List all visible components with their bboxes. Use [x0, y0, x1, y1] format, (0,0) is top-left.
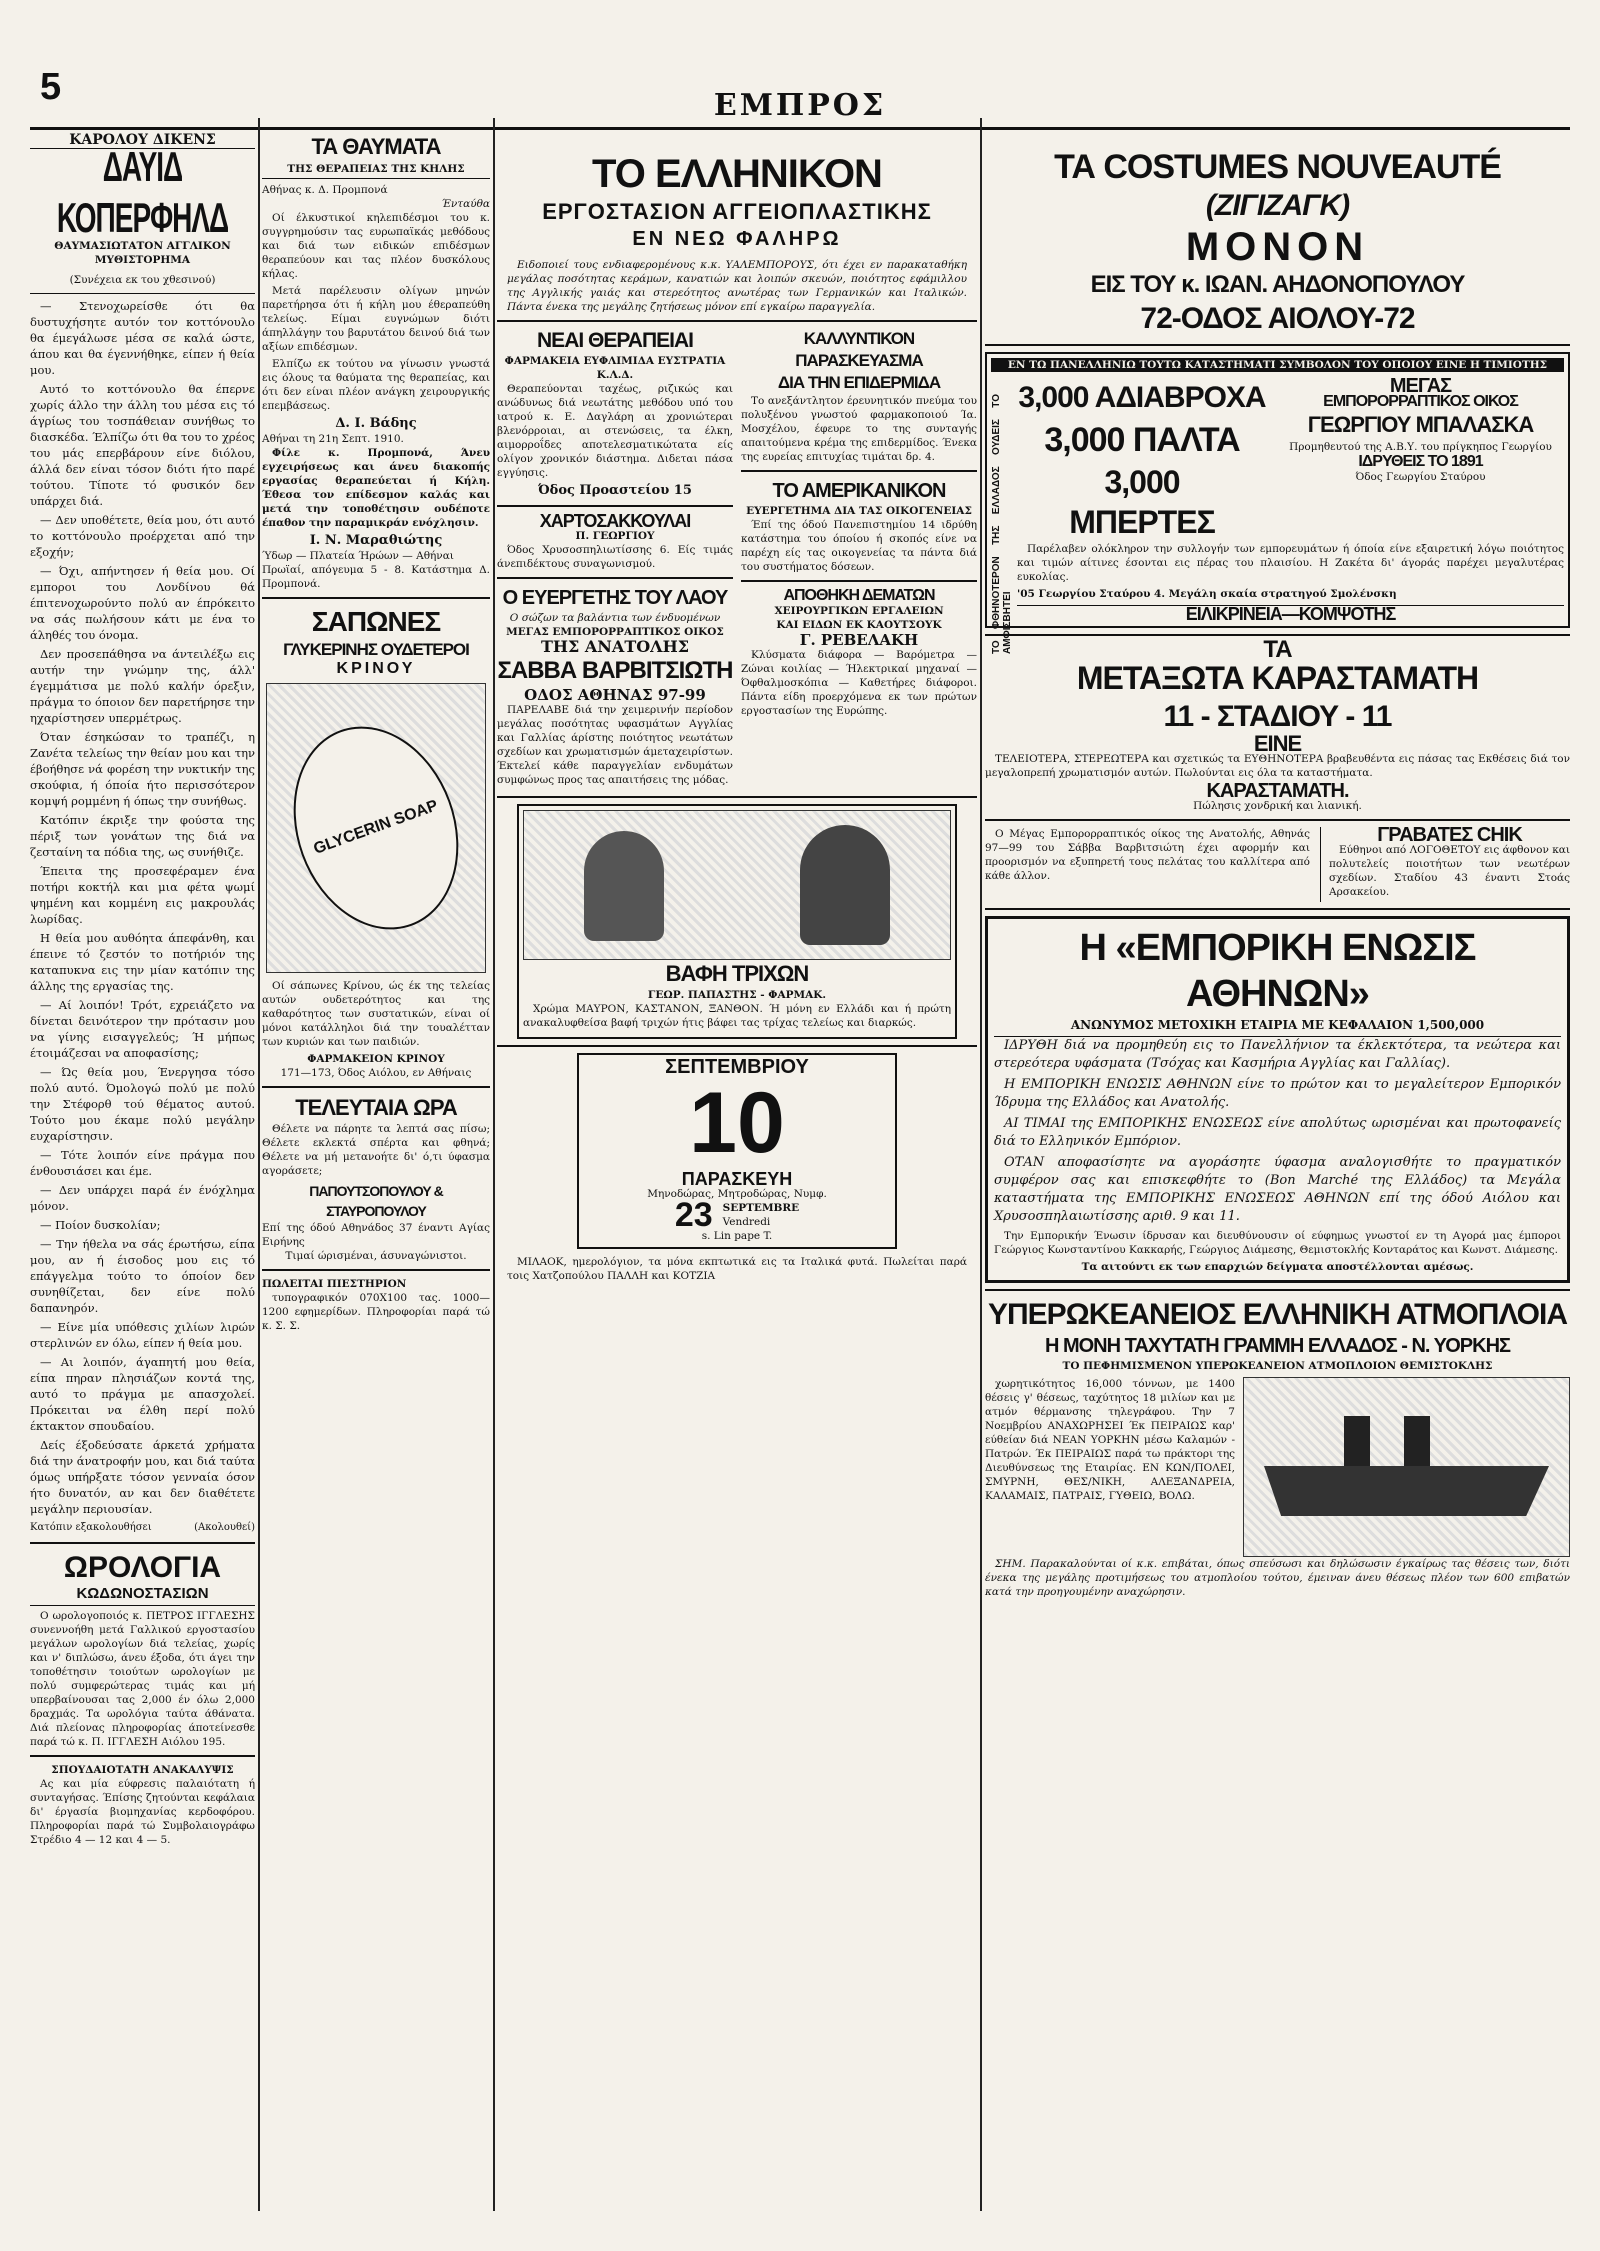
therapy-ad	[497, 328, 733, 790]
soap-bar-illustration	[266, 683, 486, 973]
balaskas-address: '05 Γεωργίου Σταύρου 4. Μεγάλη σκαία στρατηγού Σμολένσκη	[1017, 588, 1397, 600]
press-sale-text: τυπογραφικόν 070Χ100 τας. 1000—1200 εφημερίδων. Πληροφορίαι παρά τώ κ. Σ. Σ.	[262, 1292, 490, 1332]
pottery-text: Ειδοποιεί τους ενδιαφερομένους κ.κ. ΥΑΛΕΜΠΟΡΟΥΣ, ότι έχει εν παρακαταθήκη μεγάλας ποσότητας κεράμων, κανατιών και λοιπών σκευών, ποιότητος εφάμιλλου της Αγγλικής γαιάς και στερεότητος ανωτέρας των Γερμανικών και Ιταλικών. Πάντα ένεκα της μεγάλης ζητήσεως μόνον επί εγκαίρω παραγγελία.	[507, 259, 967, 313]
american-title: ΤΟ ΑΜΕΡΙΚΑΝΙΚΟΝ	[772, 480, 946, 502]
costumes-shop: ΕΙΣ ΤΟΥ κ. ΙΩΑΝ. ΑΗΔΟΝΟΠΟΥΛΟΥ	[1090, 271, 1465, 298]
paragraph: — Την ήθελα να σάς έρωτήσω, είπα μου, αν ή έισοδος μου εις τό επάγγελμα τούτο το όποίον δεν συνηθίζεται, δεν είνε πολύ δαπανηρόν.	[30, 1237, 255, 1315]
ship-funnel	[1344, 1416, 1370, 1466]
hernia-signature-2: Ι. Ν. Μαραθιώτης	[309, 533, 443, 548]
last-hour-title: ΤΕΛΕΥΤΑΙΑ ΩΡΑ	[295, 1095, 457, 1120]
soap-address: 171—173, Όδος Αιόλου, εν Αθήναις	[280, 1067, 472, 1079]
shipping-text: χωρητικότητος 16,000 τόννων, με 1400 θέσεις γ' θέσεως, ταχύτητος 18 μιλίων και με ατμόν θέρμανσης τηλεγράφου. Την 7 Νοεμβρίου ΑΝΑΧΩΡΗΣΕΙ Έκ ΠΕΙΡΑΙΩΣ καρ' εύθείαν διά ΝΕΑΝ ΥΟΡΚΗΝ μέσω Καλαμών - Πατρών. Έκ ΠΕΙΡΑΙΩΣ παρά τω πράκτορι της Διευθύνσεως της Εταιρίας. ΕΝ ΚΩΝ/ΠΟΛΕΙ, ΣΜΥΡΝΗ, ΘΕΣ/ΝΙΚΗ, ΑΛΕΞΑΝΔΡΕΙΑ, ΚΑΛΑΜΑΙΣ, ΠΑΤΡΑΙΣ, ΓΥΘΕΙΩ, ΒΟΛΩ.	[985, 1378, 1235, 1502]
clocks-ad-title: ΩΡΟΛΟΓΙΑ	[63, 1551, 222, 1584]
paragraph: — Είνε μία υπόθεσις χιλίων λιρών στερλινών εν όλω, είπεν ή θεία μου.	[30, 1320, 255, 1350]
balaskas-text: Παρέλαβεν ολόκληρον την συλλογήν των εμπορευμάτων ή όποία είνε εξαιρετική λόγω ποιότητος και τιμών αίτινες έσονται εις πέρας του πλαισίου. Η Ζακέτα δι' άγοράς παρέχει μεγαλυτέρας ευκολίας.	[1017, 543, 1564, 583]
commercial-union-footer: Τα αιτούντι εκ των επαρχιών δείγματα αποστέλλονται αμέσως.	[1081, 1261, 1474, 1273]
ties-title: ΓΡΑΒΑΤΕΣ CHIK	[1377, 824, 1522, 846]
paragraph: Δεν προσεπάθησα να άντειλέξω εις αυτήν την γνώμην της, άλλ' έγεμμάτισα με πολύ καλήν όρεξιν, πράγμα το όποιον δεν παρετήρησε την ηχαρίστησεν υπερμέτρως.	[30, 647, 255, 725]
column-rule	[980, 118, 982, 2211]
paragraph: Η ΕΜΠΟΡΙΚΗ ΕΝΩΣΙΣ ΑΘΗΝΩΝ είνε το πρώτον και το μεγαλείτερον Εμπορικόν Ίδρυμα της Ελλάδος και Ανατολής.	[994, 1077, 1561, 1110]
last-hour-address: Επί της όδού Αθηνάδος 37 έναντι Αγίας Ειρήνης	[262, 1222, 490, 1248]
costumes-address: 72-ΟΔΟΣ ΑΙΟΛΟΥ-72	[1140, 302, 1415, 335]
balaskas-raincoats: 3,000 ΑΔΙΑΒΡΟΧΑ	[1018, 381, 1266, 414]
page-number: 5	[40, 66, 62, 108]
shipping-title: ΥΠΕΡΩΚΕΑΝΕΙΟΣ ΕΛΛΗΝΙΚΗ ΑΤΜΟΠΛΟΙΑ	[987, 1298, 1568, 1331]
hernia-place: Ένταύθα	[441, 198, 490, 210]
calendar-month: ΣΕΠΤΕΜΒΡΙΟΥ	[665, 1056, 809, 1078]
column-ads-center	[497, 132, 977, 2202]
therapy-title: ΝΕΑΙ ΘΕΡΑΠΕΙΑΙ	[537, 329, 693, 352]
man-portrait	[584, 831, 664, 941]
paragraph: Αυτό το κοττόνουλο θα έπερνε χωρίς άλλο την άλλη του μέσα εις τό άγρίως του τοσπάθειαν συνήθως το διασκέδα. Έλπίζω ότι θα του το χρέος του μάς επερβάρουν είνε διόλου, άλλά δεν είναι τόσον διότι ήτο παρέ τούτου. Τίποτε τό φυσικόν δεν υπάρχει διά.	[30, 382, 255, 508]
commercial-union-ad	[985, 916, 1570, 1283]
hernia-title: ΤΑ ΘΑΥΜΑΤΑ	[311, 134, 441, 159]
paragraph: — Δεν υποθέτετε, θεία μου, ότι αυτό το κοττόνουλο προέρχεται από την εξοχήν;	[30, 513, 255, 559]
balaskas-supplier: Προμηθευτού της Α.Β.Υ. του πρίγκηπος Γεωργίου	[1289, 441, 1552, 453]
costumes-subtitle: (ΖΙΓΙΖΑΓΚ)	[1205, 189, 1350, 222]
balaskas-banner: ΕΝ ΤΩ ΠΑΝΕΛΛΗΝΙΩ ΤΟΥΤΩ ΚΑΤΑΣΤΗΜΑΤΙ ΣΥΜΒΟΛΟΝ ΤΟΥ ΟΠΟΙΟΥ ΕΙΝΕ Η ΤΙΜΙΟΤΗΣ	[991, 358, 1564, 372]
balaskas-ad	[985, 352, 1570, 654]
cosmetic-ad	[741, 328, 977, 790]
column-serial-novel	[30, 132, 255, 2202]
calendar-weekday-fr: Vendredi	[722, 1216, 771, 1228]
paragraph: — Όχι, απήντησεν ή θεία μου. Οί εμποροι του Λονδίνου θά έπιτενοχωρούντο πολύ αν έπρόκειτο να σάς πωλήσουν κάτι με ένα το άληθές του όνομα.	[30, 564, 255, 642]
silk-the: ΤΑ	[1263, 636, 1292, 663]
woman-portrait	[800, 825, 890, 945]
last-hour-text: Θέλετε να πάρητε τα λεπτά σας πίσω; Θέλετε εκλεκτά σπέρτα και φθηνά; Θέλετε να μή μετανοήτε δι' ό,τι ύφασμα αγοράσετε;	[262, 1123, 490, 1177]
novel-subtitle: ΘΑΥΜΑΣΙΩΤΑΤΟΝ ΑΓΓΛΙΚΟΝ ΜΥΘΙΣΤΟΡΗΜΑ	[54, 240, 231, 266]
silk-address: 11 - ΣΤΑΔΙΟΥ - 11	[1163, 700, 1392, 733]
calendar-month-fr: SEPTEMBRE	[722, 1202, 800, 1214]
paragraph: Δείς έξοδεύσατε άρκετά χρήματα διά την άνατροφήν μου, και διά ταύτα όμως υπήρξατε τόσον γενναία όσον ήτο δυνατόν, αν και δεν διαθέτετε μεγάλην περιουσίαν.	[30, 1438, 255, 1516]
tailor-ad-text: Ο Μέγας Εμπορορραπτικός οίκος της Ανατολής, Αθηνάς 97—99 του Σάββα Βαρβιτσιώτη έχει αφορμήν και προορισμόν να εξυπηρετή τους πελάτας του καλλίτερα από κάθε άλλον.	[985, 828, 1310, 882]
pottery-subtitle: ΕΡΓΟΣΤΑΣΙΟΝ ΑΓΓΕΙΟΠΛΑΣΤΙΚΗΣ	[542, 199, 932, 224]
couple-portrait-illustration	[523, 810, 951, 960]
column-rule	[258, 118, 260, 2211]
balaskas-house: ΕΜΠΟΡΟΡΡΑΠΤΙΚΟΣ ΟΙΚΟΣ	[1323, 393, 1518, 410]
press-sale-title: ΠΩΛΕΙΤΑΙ ΠΙΕΣΤΗΡΙΟΝ	[262, 1278, 407, 1290]
paragraph: Μετά παρέλευσιν ολίγων μηνών παρετήρησα ότι ή κήλη μου έθεραπεύθη τελείως. Είμαι ευγνώμων διότι άπηλλάγην του βαρυτάτου δεινού διά των αξίων επιδέσμων.	[262, 285, 490, 353]
benefactor-address: ΟΔΟΣ ΑΘΗΝΑΣ 97-99	[524, 686, 706, 704]
therapy-subtitle: ΦΑΡΜΑΚΕΙΑ ΕΥΦΛΙΜΙΔΑ ΕΥΣΤΡΑΤΙΑ Κ.Λ.Δ.	[504, 355, 726, 381]
silk-text: ΤΕΛΕΙΟΤΕΡΑ, ΣΤΕΡΕΩΤΕΡΑ και σχετικώς τα ΕΥΘΗΝΟΤΕΡΑ βραβευθέντα εις πάσας τας Εκθέσεις διά τον μεγαλοπρεπή χρωματισμόν αυτών. Πωλούνται εις όλα τα καταστήματα.	[985, 753, 1570, 779]
novel-continue-note: (Ακολουθεί)	[194, 1522, 255, 1533]
american-text: Έπί της όδού Πανεπιστημίου 14 ιδρύθη κατάστημα του όποίου ή σκοπός είνε να παρέχη είς τας οικογενείας τα πάντα διά του συστήματος δόσεων.	[741, 519, 977, 573]
balaskas-founded: ΙΔΡΥΘΕΙΣ ΤΟ 1891	[1358, 453, 1483, 470]
benefactor-text: ΠΑΡΕΛΑΒΕ διά την χειμερινήν περίοδον μεγάλας ποσότητας υφασμάτων Αγγλίας και Γαλλίας άρίστης ποιότητος νεωτάτων σχεδίων και χρωματισμών άμεταχειρίστων. Έκτελεί κάθε παραγγελίαν ενδυμάτων συμφώνως προς τας απαιτήσεις της μόδας.	[497, 704, 733, 786]
paragraph: — Στενοχωρείσθε ότι θα δυστυχήσητε αυτόν τον κοττόνουλο θα έμεγάλωσε μέσα σε καλά ώστε, άπου και θα έγεννήθηκε, είπεν ή θεία μου.	[30, 299, 255, 377]
paragraph: Όταν έσηκώσαν το τραπέζι, η Ζανέτα τελείως την θείαν μου και την έβοήθησε νά φορέση την νυκτικήν της σκούφια, ή όποία ήτο περισσότερον κομψή ρομμένη ή όπως την συνήθως.	[30, 730, 255, 808]
last-hour-slogan: Τιμαί ώρισμέναι, άσυναγώνιστοι.	[285, 1250, 467, 1262]
calendar-weekday: ΠΑΡΑΣΚΕΥΗ	[681, 1169, 793, 1189]
cosmetic-subtitle: ΔΙΑ ΤΗΝ ΕΠΙΔΕΡΜΙΔΑ	[777, 373, 941, 392]
ties-ad	[1320, 824, 1570, 902]
paper-bags-text: Όδος Χρυσοσπηλιωτίσσης 6. Είς τιμάς άνεπιδέκτους συναγωνισμού.	[497, 544, 733, 570]
paragraph: Οί έλκυστικοί κηλεπιδέσμοι του κ. συγγρημούσιν τας ευρωπαϊκάς μεθόδους και διά των ειδικών επιδέσμων θεραπεύουν και τας πλέον δυσκόλους κήλας.	[262, 212, 490, 280]
steamship-illustration	[1243, 1377, 1570, 1557]
balaskas-street: Όδος Γεωργίου Σταύρου	[1355, 471, 1486, 483]
novel-continuation: (Συνέχεια εκ του χθεσινού)	[69, 274, 216, 286]
cosmetic-text: Το ανεξάντλητον έρευνητικόν πνεύμα του πολυξένου γνωστού φαρμακοποιού Ία. Μοσχέλου, έφευρε το της συνταγής απαιτούμενα κρέμα της επιδερμίδος. Ένεκα της ευρείας επιτυχίας τιμάται δρ. 4.	[741, 395, 977, 463]
silk-title: ΜΕΤΑΞΩΤΑ ΚΑΡΑΣΤΑΜΑΤΗ	[1076, 660, 1479, 696]
shipping-subtitle: Η ΜΟΝΗ ΤΑΧΥΤΑΤΗ ΓΡΑΜΜΗ ΕΛΛΑΔΟΣ - Ν. ΥΟΡΚΗΣ	[1044, 1335, 1511, 1357]
hernia-date: Αθήναι τη 21η Σεπτ. 1910.	[262, 433, 404, 445]
paper-bags-name: Π. ΓΕΩΡΓΙΟΥ	[575, 530, 655, 542]
costumes-title: ΤΑ COSTUMES NOUVEAUTÉ	[1054, 148, 1501, 186]
soap-text: Οί σάπωνες Κρίνου, ώς έκ της τελείας αυτών ουδετερότητος και της καθαρότητος των συστατικών, είναι οί μόνοι κατάλληλοι διά την τουαλέτταν των κυριών και των παιδιών.	[262, 980, 490, 1048]
column-large-ads	[985, 132, 1570, 2202]
hernia-address: Αθήνας κ. Δ. Προμπονά	[262, 184, 388, 196]
balaskas-capes-count: 3,000	[1104, 464, 1180, 500]
paragraph: — Αί λοιπόν! Τρότ, εχρειάζετο να δίνεται δεινότερον την πρότασιν μου να γίνης εισαγγελεύς; Ή μήπως έτοιμάζεσαι να αποφασίσης;	[30, 998, 255, 1060]
benefactor-name: ΣΑΒΒΑ ΒΑΡΒΙΤΣΙΩΤΗ	[497, 657, 733, 684]
calendar-saint-fr: s. Lin pape T.	[701, 1230, 773, 1242]
paragraph: — Τότε λοιπόν είνε πράγμα που ένθουσιάσει και έμε.	[30, 1148, 255, 1178]
benefactor-house: ΜΕΓΑΣ ΕΜΠΟΡΟΡΡΑΠΤΙΚΟΣ ΟΙΚΟΣ	[506, 626, 724, 638]
balaskas-capes: ΜΠΕΡΤΕΣ	[1069, 504, 1215, 540]
american-subtitle: ΕΥΕΡΓΕΤΗΜΑ ΔΙΑ ΤΑΣ ΟΙΚΟΓΕΝΕΙΑΣ	[746, 505, 972, 517]
calendar-box	[577, 1053, 897, 1249]
novel-author: ΚΑΡΟΛΟΥ ΔΙΚΕΝΣ	[30, 132, 255, 149]
silk-maker: ΚΑΡΑΣΤΑΜΑΤΗ.	[1206, 780, 1349, 802]
benefactor-house-2: ΤΗΣ ΑΝΑΤΟΛΗΣ	[540, 637, 690, 656]
surgical-text: Κλύσματα διάφορα — Βαρόμετρα — Ζώναι κοιλίας — Ήλεκτρικαί μηχαναί — Όφθαλμοσκόπια — Καθετήρες διάφοροι. Πάντα είδη προερχόμενα εκ των πρώτων εργοστασίων της Ευρώπης.	[741, 649, 977, 717]
hernia-closing: Πρωϊαί, απόγευμα 5 - 8. Κατάστημα Δ. Προμπονά.	[262, 564, 490, 590]
paragraph: Ελπίζω εκ τούτου να γίνωσιν γνωστά εις όλους τα θαύματα της θεραπείας, και ότι δεν είναι πλέον ανάγκη χειρουργικής επεμβάσεως.	[262, 358, 490, 412]
soap-shop: ΦΑΡΜΑΚΕΙΟΝ ΚΡΙΝΟΥ	[307, 1053, 445, 1065]
hair-dye-maker: ΓΕΩΡ. ΠΑΠΑΣΤΗΣ - ΦΑΡΜΑΚ.	[647, 989, 827, 1001]
paragraph: — Ώς θεία μου, Ένεργησα τόσο πολύ αυτό. Όμολογώ πολύ με πολύ την Στέφορθ τού θέματος αυτού. Τούτο μου έκαμε πολύ μεγάλην ευχαρίστησιν.	[30, 1065, 255, 1143]
hernia-signature-address: Ύδωρ — Πλατεία Ήρώων — Αθήναι	[262, 550, 454, 562]
ties-text: Εύθηνοι από ΛΟΓΟΘΕΤΟΥ εις άφθονον και πολυτελείς ποιοτήτων των νεωτέρων σχεδίων. Σταδίου 43 έναντι Στοάς Αρσακείου.	[1329, 844, 1570, 898]
hair-dye-title: ΒΑΦΗ ΤΡΙΧΩΝ	[665, 961, 809, 986]
hair-dye-ad	[517, 804, 957, 1039]
balaskas-coats: 3,000 ΠΑΛΤΑ	[1044, 421, 1240, 459]
paragraph: — Ποίον δυσκολίαν;	[40, 1218, 161, 1232]
paragraph: — Αι λοιπόν, άγαπητή μου θεία, είπα πηραν πλησιάζων κοντά της, αυτό το πράγμα με απασχολεί. Πρόκειται να έλθη περί πολύ έκτακτον σπουδαίου.	[30, 1355, 255, 1433]
commercial-union-founders: Την Εμπορικήν Ένωσιν ίδρυσαν και διευθύνουσιν οί εύφημως γνωστοί εν τη Αγορά μας έμποροι Γεώργιος Κωνσταντίνου Κακκαρής, Γεώργιος Διάμεσης, Θεμιστοκλής Κονταράτος και Κωνστ. Διάμεσης.	[994, 1230, 1561, 1256]
ship-hull	[1264, 1466, 1549, 1516]
surgical-subtitle-2: ΚΑΙ ΕΙΔΩΝ ΕΚ ΚΑΟΥΤΣΟΥΚ	[776, 619, 942, 631]
paragraph: ΙΔΡΥΘΗ διά να προμηθεύη εις το Πανελλήνιον τα έκλεκτότερα, τα νεώτερα και στερεότερα υφάσματα (Τσόχας και Κασμήρια Αγγλίας και Γαλλίας).	[994, 1038, 1561, 1071]
soap-brand: ΚΡΙΝΟΥ	[336, 660, 416, 677]
shipping-note: ΣΗΜ. Παρακαλούνται οί κ.κ. επιβάται, όπως σπεύσωσι και δηλώσωσιν έγκαίρως τας θέσεις των, διότι ένεκα της μεγάλης προτιμήσεως του ατμοπλοίου τούτου, έμειναν άνευ θέσεως πλέον των 600 επιβατών κατά την προηγουμένην αναχώρησιν.	[985, 1558, 1570, 1598]
shipping-ad	[985, 1297, 1570, 1599]
hernia-letter: Φίλε κ. Προμπονά, Άνευ εγχειρήσεως και άνευ διακοπής εργασίας θεραπεύεται ή Κήλη. Έθεσα τον επίδεσμον καλάς και μετά την τοποθέτησιν ουδέποτε έπαθον την παραμικράν ενόχλησιν.	[262, 447, 490, 529]
hernia-subtitle: ΤΗΣ ΘΕΡΑΠΕΙΑΣ ΤΗΣ ΚΗΛΗΣ	[262, 162, 490, 179]
therapy-text: Θεραπεύονται ταχέως, ριζικώς και ανώδυνως διά νεωτάτης μεθόδου υπό του ιατρού κ. Ε. Δαγλάρη αι χρονιώτεραι βλενόρροιαι, αι στενώσεις, τα έλκη, αιμορροΐδες αποτελεσματικώτατα είς ολίγον χρονικόν διάστημα. Διδεται πάσα εγγύησις.	[497, 383, 733, 479]
notice-text: Ας και μία εύφρεσις παλαιότατη ή συνταγήσας. Έπίσης ζητούνται κεφάλαια δι' έργασία βιομηχανίας κερδοφόρου. Πληροφορίαι παρά τώ Συμβολαιογράφω Στρέδιο 4 — 12 και 4 — 5.	[30, 1778, 255, 1846]
cosmetic-title: ΚΑΛΛΥΝΤΙΚΟΝ ΠΑΡΑΣΚΕΥΑΣΜΑ	[795, 329, 923, 370]
paper-name: ΕΜΠΡΟΣ	[713, 88, 887, 123]
surgical-title: ΑΠΟΘΗΚΗ ΔΕΜΑΤΩΝ	[783, 587, 935, 604]
silk-are: ΕΙΝΕ	[1253, 731, 1302, 756]
commercial-union-title: Η «ΕΜΠΟΡΙΚΗ ΕΝΩΣΙΣ ΑΘΗΝΩΝ»	[1079, 927, 1476, 1015]
benefactor-title: Ο ΕΥΕΡΓΕΤΗΣ ΤΟΥ ΛΑΟΥ	[502, 587, 728, 609]
novel-text	[30, 298, 255, 1517]
paragraph: — Δεν υπάρχει παρά έν ένόχλημα μόνον.	[30, 1183, 255, 1213]
benefactor-subtitle: Ο σώζων τα βαλάντια των ένδυομένων	[509, 612, 721, 624]
hair-dye-text: Χρώμα ΜΑΥΡΟΝ, ΚΑΣΤΑΝΟΝ, ΞΑΝΘΟΝ. Ή μόνη εν Ελλάδι και ή πρώτη ανακαλυφθείσα βαφή τριχών ήτις βάφει τας τρίχας τελείως και διαρκώς.	[523, 1003, 951, 1029]
ship-funnel	[1404, 1416, 1430, 1466]
paragraph: Η θεία μου αυθόητα άπεφάνθη, και έπεινε τό ζεστόν το ποτήριόν της καταπυκνα εις την μίαν κατόπιν της άλλης της εργασίας της.	[30, 931, 255, 993]
calendar-day-fr: 23	[674, 1196, 713, 1234]
soap-subtitle: ΓΛΥΚΕΡΙΝΗΣ ΟΥΔΕΤΕΡΟΙ	[283, 640, 469, 659]
costumes-only: ΜΟΝΟΝ	[1185, 225, 1370, 269]
paragraph: ΑΙ ΤΙΜΑΙ της ΕΜΠΟΡΙΚΗΣ ΕΝΩΣΕΩΣ είνε απολύτως ωρισμέναι και πρωτοφανείς διά το Ελληνικόν Εμπόριον.	[994, 1116, 1561, 1149]
novel-title: ΔΑΥΙΔ ΚΟΠΕΡΦΗΛΔ	[56, 143, 229, 241]
masthead	[30, 60, 1570, 130]
clocks-ad-subtitle: ΚΩΔΩΝΟΣΤΑΣΙΩΝ	[30, 1586, 255, 1606]
calendar-saints: Μηνοδώρας, Μητροδώρας, Νυμφ.	[647, 1188, 827, 1200]
pottery-title: ΤΟ ΕΛΛΗΝΙΚΟΝ	[592, 152, 882, 196]
hernia-signature: Δ. Ι. Βάδης	[335, 416, 417, 431]
balaskas-big: ΜΕΓΑΣ	[1389, 375, 1452, 397]
surgical-subtitle: ΧΕΙΡΟΥΡΓΙΚΩΝ ΕΡΓΑΛΕΙΩΝ	[774, 605, 944, 617]
balaskas-footer: ΕΙΛΙΚΡΙΝΕΙΑ—ΚΟΜΨΟΤΗΣ	[1017, 605, 1564, 622]
paragraph: Κατόπιν έκριξε την φούστα της πέριξ των γονάτων της διά να ζεσταίνη τα πόδια της, ως συνήθιζε.	[30, 813, 255, 859]
paragraph: ΟΤΑΝ αποφασίσητε να αγοράσητε ύφασμα αναλογισθήτε το πραγματικόν συμφέρον σας και επισκεφθήτε το (Bon Marché της Ελλάδος) τα Μεγάλα καταστήματα της ΕΜΠΟΡΙΚΗΣ ΕΝΩΣΕΩΣ ΑΘΗΝΩΝ επί της όδού Αιόλου και Χρυσοσπηλαιωτίσσης αριθ. 9 και 11.	[994, 1155, 1561, 1224]
column-rule	[493, 118, 495, 2211]
commercial-union-subtitle: ΑΝΩΝΥΜΟΣ ΜΕΤΟΧΙΚΗ ΕΤΑΙΡΙΑ ΜΕ ΚΕΦΑΛΑΙΟΝ 1,500,000	[994, 1017, 1561, 1037]
paragraph: Έπειτα της προσεφέραμεν ένα ποτήρι κοκτήλ και μια φέτα ψωμί ψημένη και κομμένη εις μακρουλάς λωρίδας.	[30, 864, 255, 926]
clocks-ad-text: Ο ωρολογοποιός κ. ΠΕΤΡΟΣ ΙΓΓΛΕΣΗΣ συνεννοήθη μετά Γαλλικού εργοστασίου μεγάλων ωρολογίων διά τελείας, χωρίς και ν' διπλώσω, άνευ έξοδα, ότι άγει την τοποθέτησιν τοιούτων ωρολογίων με πολύ συμφερώτερας τιμάς και μή υπερβαίνουσαι τας 2,000 έν όλω 2,000 δραχμάς. Τα ωρολόγια ταύτα άθάνατα. Διά πλείονας πληροφορίας άποτείνεσθε παρά τώ κ. Π. ΙΓΓΛΕΣΗ Αιόλου 195.	[30, 1610, 255, 1748]
therapy-address: Όδος Προαστείου 15	[538, 483, 692, 498]
column-hernia-ads	[262, 132, 490, 2202]
silk-ad	[985, 636, 1570, 813]
paper-bags-title: ΧΑΡΤΟΣΑΚΚΟΥΛΑΙ	[539, 511, 691, 531]
balaskas-side-text: ΤΟ ΦΘΗΝΟΤΕΡΟΝ ΤΗΣ ΕΛΛΑΔΟΣ ΟΥΔΕΙΣ ΤΟ ΑΜΦΙΣΒΗΤΕΙ	[991, 394, 1013, 654]
calendar-footer: ΜΙΛΑΟΚ, ημερολόγιον, τα μόνα εκπτωτικά εις τα Ιταλικά φυτά. Πωλείται παρά τοις Χατζοπούλου ΠΑΛΛΗ και ΚΟΤΖΙΑ	[507, 1256, 967, 1282]
novel-byline: Κατόπιν εξακολουθήσει	[30, 1522, 152, 1533]
notice-title: ΣΠΟΥΔΑΙΟΤΑΤΗ ΑΝΑΚΑΛΥΨΙΣ	[51, 1764, 234, 1776]
last-hour-shop: ΠΑΠΟΥΤΣΟΠΟΥΛΟΥ & ΣΤΑΥΡΟΠΟΥΛΟΥ	[309, 1183, 443, 1219]
soap-title: ΣΑΠΩΝΕΣ	[311, 606, 441, 637]
costumes-ad	[985, 146, 1570, 338]
silk-sales: Πώλησις χονδρική και λιανική.	[1193, 800, 1362, 812]
calendar-day: 10	[689, 1075, 785, 1171]
surgical-name: Γ. ΡΕΒΕΛΑΚΗ	[799, 631, 919, 649]
shipping-ship: ΤΟ ΠΕΦΗΜΙΣΜΕΝΟΝ ΥΠΕΡΩΚΕΑΝΕΙΟΝ ΑΤΜΟΠΛΟΙΟΝ ΘΕΜΙΣΤΟΚΛΗΣ	[1062, 1360, 1493, 1372]
soap-label: GLYCERIN SOAP	[266, 703, 486, 952]
balaskas-name: ΓΕΩΡΓΙΟΥ ΜΠΑΛΑΣΚΑ	[1307, 412, 1534, 437]
pottery-location: ΕΝ ΝΕΩ ΦΑΛΗΡΩ	[632, 228, 842, 250]
